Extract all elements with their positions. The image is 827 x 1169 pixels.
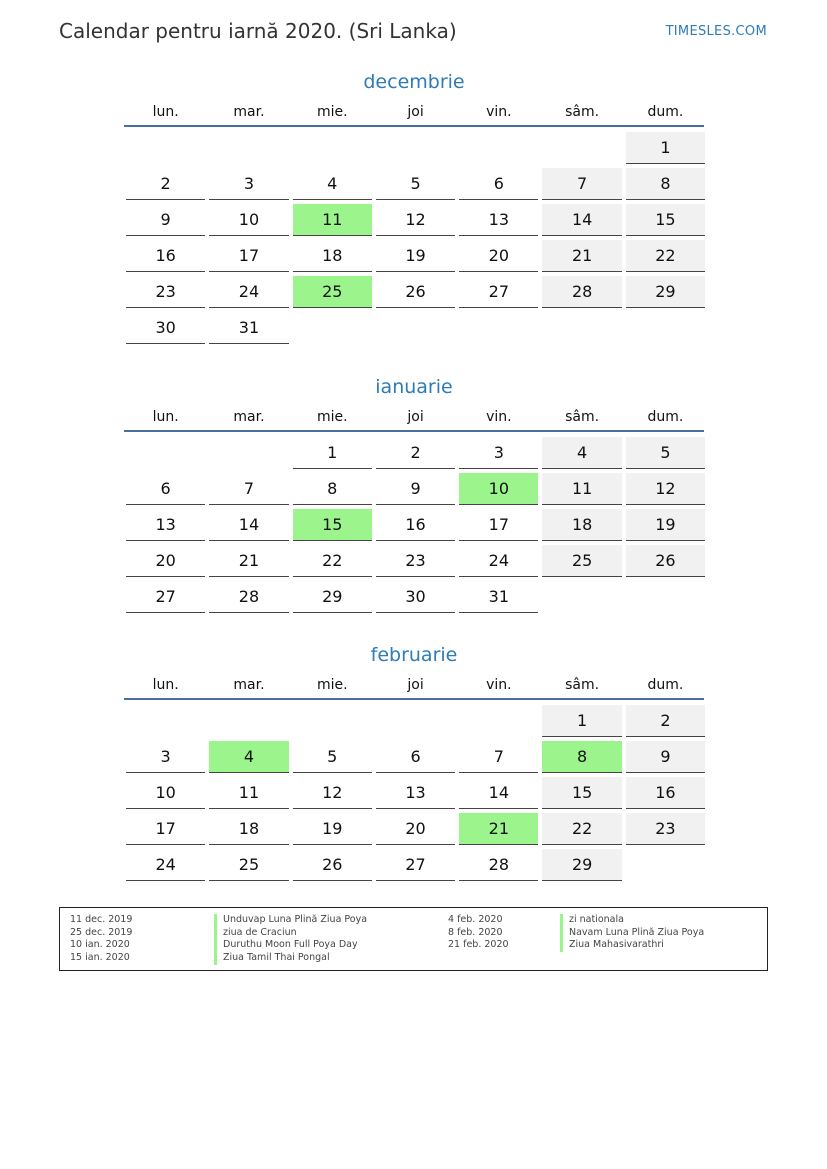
weekday-label: dum. [647, 104, 684, 120]
day-cell[interactable] [124, 580, 207, 616]
weekday-label: dum. [647, 409, 684, 425]
day-number: 1 [293, 437, 372, 469]
day-number: 4 [293, 168, 372, 200]
day-number: 3 [459, 437, 538, 469]
day-cell[interactable] [374, 472, 457, 508]
day-number: 31 [209, 312, 288, 344]
day-cell[interactable] [374, 436, 457, 472]
day-number: 13 [126, 509, 205, 541]
day-number: 11 [542, 473, 621, 505]
empty-day-cell [374, 131, 457, 167]
day-cell[interactable] [207, 580, 290, 616]
day-number: 4 [209, 741, 288, 773]
day-number: 4 [542, 437, 621, 469]
day-cell[interactable] [207, 167, 290, 203]
empty-day-cell [124, 131, 207, 167]
day-cell[interactable] [457, 275, 540, 311]
day-number: 20 [376, 813, 455, 845]
day-number: 10 [459, 473, 538, 505]
day-number: 21 [459, 813, 538, 845]
day-cell[interactable] [624, 131, 707, 167]
legend-holiday-name: Ziua Tamil Thai Pongal [214, 952, 367, 965]
month-january [124, 373, 704, 616]
weekday-label: vin. [486, 677, 512, 693]
day-number: 12 [293, 777, 372, 809]
day-number: 27 [126, 581, 205, 613]
legend-holiday-date: 21 feb. 2020 [448, 939, 509, 951]
day-number: 2 [626, 705, 705, 737]
weekday-label: sâm. [565, 104, 600, 120]
day-cell[interactable] [374, 776, 457, 812]
weekday-label: vin. [486, 104, 512, 120]
weekday-label: sâm. [565, 677, 600, 693]
day-number: 13 [459, 204, 538, 236]
day-cell[interactable] [374, 740, 457, 776]
day-number: 7 [459, 741, 538, 773]
empty-day-cell [124, 704, 207, 740]
legend-holiday-name: Ziua Mahasivarathri [560, 939, 704, 952]
day-number: 21 [209, 545, 288, 577]
day-cell[interactable] [540, 704, 623, 740]
day-cell[interactable] [124, 812, 207, 848]
day-number: 11 [209, 777, 288, 809]
day-number: 19 [626, 509, 705, 541]
legend-holiday-date: 25 dec. 2019 [70, 926, 133, 938]
day-cell[interactable] [457, 239, 540, 275]
weekday-label: lun. [152, 677, 179, 693]
legend-holiday-date: 15 ian. 2020 [70, 952, 130, 964]
legend-dates-left [70, 914, 132, 965]
empty-day-cell [207, 704, 290, 740]
legend-holiday-date: 4 feb. 2020 [448, 914, 503, 925]
day-cell[interactable] [540, 167, 623, 203]
day-cell[interactable] [291, 580, 374, 616]
day-cell[interactable] [291, 544, 374, 580]
day-number: 25 [542, 545, 621, 577]
day-number: 15 [626, 204, 705, 236]
day-number: 8 [542, 741, 621, 773]
legend-holiday-date: 11 dec. 2019 [70, 914, 133, 925]
holiday-day-cell[interactable] [291, 508, 374, 544]
day-number: 12 [376, 204, 455, 236]
legend-holiday-name: zi nationala [560, 914, 704, 927]
day-number: 14 [459, 777, 538, 809]
day-number: 14 [542, 204, 621, 236]
day-number: 16 [626, 777, 705, 809]
weekday-header [124, 408, 704, 432]
month-title: decembrie [363, 71, 465, 93]
day-number: 16 [126, 240, 205, 272]
day-grid [124, 131, 704, 347]
day-number: 18 [209, 813, 288, 845]
day-cell[interactable] [540, 203, 623, 239]
day-number: 24 [459, 545, 538, 577]
day-cell[interactable] [624, 544, 707, 580]
weekday-label: joi [407, 409, 424, 425]
legend-names-left [214, 914, 367, 965]
month-title: ianuarie [375, 376, 453, 398]
day-number: 30 [376, 581, 455, 613]
day-number: 5 [376, 168, 455, 200]
day-number: 3 [126, 741, 205, 773]
day-number: 26 [376, 276, 455, 308]
day-cell[interactable] [207, 508, 290, 544]
day-number: 10 [126, 777, 205, 809]
day-number: 12 [626, 473, 705, 505]
empty-day-cell [374, 704, 457, 740]
day-cell[interactable] [540, 812, 623, 848]
day-number: 24 [126, 849, 205, 881]
day-number: 26 [293, 849, 372, 881]
holiday-day-cell[interactable] [457, 472, 540, 508]
day-cell[interactable] [124, 239, 207, 275]
day-number: 22 [293, 545, 372, 577]
legend-holiday-date: 8 feb. 2020 [448, 926, 503, 938]
day-cell[interactable] [540, 776, 623, 812]
weekday-label: sâm. [565, 409, 600, 425]
day-cell[interactable] [457, 848, 540, 884]
weekday-label: dum. [647, 677, 684, 693]
weekday-header [124, 103, 704, 127]
empty-day-cell [207, 436, 290, 472]
day-number: 24 [209, 276, 288, 308]
day-cell[interactable] [207, 203, 290, 239]
weekday-label: lun. [152, 104, 179, 120]
day-number: 3 [209, 168, 288, 200]
day-number: 15 [542, 777, 621, 809]
day-number: 29 [293, 581, 372, 613]
day-cell[interactable] [374, 239, 457, 275]
day-number: 5 [293, 741, 372, 773]
day-number: 9 [126, 204, 205, 236]
day-number: 16 [376, 509, 455, 541]
month-december [124, 68, 704, 347]
day-number: 15 [293, 509, 372, 541]
day-number: 17 [126, 813, 205, 845]
day-cell[interactable] [124, 472, 207, 508]
day-number: 1 [626, 132, 705, 164]
day-cell[interactable] [291, 740, 374, 776]
weekday-label: mar. [233, 104, 265, 120]
day-cell[interactable] [624, 203, 707, 239]
legend-holiday-date: 10 ian. 2020 [70, 939, 130, 951]
day-number: 19 [376, 240, 455, 272]
day-number: 1 [542, 705, 621, 737]
day-number: 23 [376, 545, 455, 577]
day-number: 7 [209, 473, 288, 505]
empty-day-cell [207, 131, 290, 167]
weekday-label: mar. [233, 409, 265, 425]
day-cell[interactable] [624, 508, 707, 544]
holiday-day-cell[interactable] [291, 203, 374, 239]
day-cell[interactable] [207, 544, 290, 580]
day-cell[interactable] [624, 740, 707, 776]
day-cell[interactable] [291, 472, 374, 508]
day-number: 20 [126, 545, 205, 577]
empty-day-cell [540, 131, 623, 167]
weekday-header [124, 676, 704, 700]
day-cell[interactable] [624, 436, 707, 472]
day-cell[interactable] [457, 776, 540, 812]
day-cell[interactable] [374, 203, 457, 239]
day-number: 31 [459, 581, 538, 613]
day-number: 28 [459, 849, 538, 881]
day-number: 5 [626, 437, 705, 469]
holiday-legend [59, 907, 768, 971]
day-cell[interactable] [624, 275, 707, 311]
day-number: 29 [542, 849, 621, 881]
day-grid [124, 436, 704, 616]
day-cell[interactable] [624, 239, 707, 275]
day-number: 13 [376, 777, 455, 809]
month-title: februarie [370, 644, 458, 666]
day-grid [124, 704, 704, 884]
day-number: 6 [376, 741, 455, 773]
day-cell[interactable] [457, 740, 540, 776]
day-cell[interactable] [624, 472, 707, 508]
legend-holiday-name: ziua de Craciun [214, 927, 367, 940]
empty-day-cell [457, 131, 540, 167]
day-number: 6 [126, 473, 205, 505]
day-cell[interactable] [540, 544, 623, 580]
holiday-day-cell[interactable] [540, 740, 623, 776]
day-number: 23 [626, 813, 705, 845]
day-number: 20 [459, 240, 538, 272]
legend-dates-right [448, 914, 509, 952]
day-number: 8 [626, 168, 705, 200]
day-number: 29 [626, 276, 705, 308]
month-february [124, 641, 704, 884]
day-cell[interactable] [624, 167, 707, 203]
day-number: 27 [376, 849, 455, 881]
day-cell[interactable] [124, 776, 207, 812]
day-cell[interactable] [291, 776, 374, 812]
day-cell[interactable] [207, 472, 290, 508]
weekday-label: mar. [233, 677, 265, 693]
day-number: 25 [209, 849, 288, 881]
day-number: 14 [209, 509, 288, 541]
holiday-day-cell[interactable] [457, 812, 540, 848]
day-number: 8 [293, 473, 372, 505]
holiday-day-cell[interactable] [291, 275, 374, 311]
weekday-label: vin. [486, 409, 512, 425]
day-cell[interactable] [124, 544, 207, 580]
legend-holiday-name: Duruthu Moon Full Poya Day [214, 939, 367, 952]
day-cell[interactable] [374, 167, 457, 203]
day-cell[interactable] [457, 508, 540, 544]
brand-logo-link[interactable]: TIMESLES.COM [665, 24, 767, 39]
day-number: 28 [542, 276, 621, 308]
weekday-label: mie. [316, 409, 348, 425]
day-number: 19 [293, 813, 372, 845]
day-cell[interactable] [624, 776, 707, 812]
day-cell[interactable] [457, 544, 540, 580]
day-cell[interactable] [457, 436, 540, 472]
day-number: 22 [626, 240, 705, 272]
empty-day-cell [124, 436, 207, 472]
day-cell[interactable] [374, 812, 457, 848]
holiday-day-cell[interactable] [207, 740, 290, 776]
day-number: 10 [209, 204, 288, 236]
day-cell[interactable] [124, 740, 207, 776]
day-number: 21 [542, 240, 621, 272]
day-cell[interactable] [457, 203, 540, 239]
day-cell[interactable] [291, 167, 374, 203]
day-cell[interactable] [124, 508, 207, 544]
day-cell[interactable] [207, 848, 290, 884]
day-cell[interactable] [124, 848, 207, 884]
legend-holiday-name: Navam Luna Plină Ziua Poya [560, 927, 704, 940]
day-number: 7 [542, 168, 621, 200]
legend-holiday-name: Unduvap Luna Plină Ziua Poya [214, 914, 367, 927]
weekday-label: mie. [316, 104, 348, 120]
weekday-label: joi [407, 677, 424, 693]
day-cell[interactable] [457, 167, 540, 203]
day-cell[interactable] [374, 508, 457, 544]
day-number: 17 [459, 509, 538, 541]
day-cell[interactable] [207, 812, 290, 848]
day-cell[interactable] [374, 848, 457, 884]
empty-day-cell [291, 131, 374, 167]
day-number: 27 [459, 276, 538, 308]
day-cell[interactable] [540, 508, 623, 544]
day-cell[interactable] [207, 311, 290, 347]
day-cell[interactable] [540, 848, 623, 884]
day-cell[interactable] [207, 239, 290, 275]
day-number: 18 [293, 240, 372, 272]
day-number: 30 [126, 312, 205, 344]
day-cell[interactable] [540, 239, 623, 275]
day-number: 28 [209, 581, 288, 613]
day-number: 18 [542, 509, 621, 541]
day-number: 25 [293, 276, 372, 308]
day-number: 23 [126, 276, 205, 308]
day-cell[interactable] [374, 580, 457, 616]
day-cell[interactable] [124, 203, 207, 239]
day-cell[interactable] [624, 812, 707, 848]
weekday-label: mie. [316, 677, 348, 693]
day-cell[interactable] [291, 848, 374, 884]
day-cell[interactable] [291, 812, 374, 848]
day-number: 2 [126, 168, 205, 200]
day-number: 26 [626, 545, 705, 577]
empty-day-cell [457, 704, 540, 740]
day-cell[interactable] [207, 275, 290, 311]
day-cell[interactable] [124, 311, 207, 347]
day-cell[interactable] [540, 436, 623, 472]
day-cell[interactable] [374, 544, 457, 580]
day-number: 11 [293, 204, 372, 236]
empty-day-cell [291, 704, 374, 740]
day-cell[interactable] [124, 167, 207, 203]
day-number: 2 [376, 437, 455, 469]
day-number: 9 [376, 473, 455, 505]
legend-names-right [560, 914, 704, 952]
day-cell[interactable] [291, 239, 374, 275]
day-cell[interactable] [540, 472, 623, 508]
day-number: 22 [542, 813, 621, 845]
day-cell[interactable] [540, 275, 623, 311]
page-title: Calendar pentru iarnă 2020. (Sri Lanka) [59, 19, 457, 43]
day-cell[interactable] [291, 436, 374, 472]
weekday-label: lun. [152, 409, 179, 425]
day-cell[interactable] [624, 704, 707, 740]
weekday-label: joi [407, 104, 424, 120]
day-cell[interactable] [457, 580, 540, 616]
day-cell[interactable] [374, 275, 457, 311]
day-cell[interactable] [207, 776, 290, 812]
day-number: 6 [459, 168, 538, 200]
day-cell[interactable] [124, 275, 207, 311]
day-number: 9 [626, 741, 705, 773]
day-number: 17 [209, 240, 288, 272]
